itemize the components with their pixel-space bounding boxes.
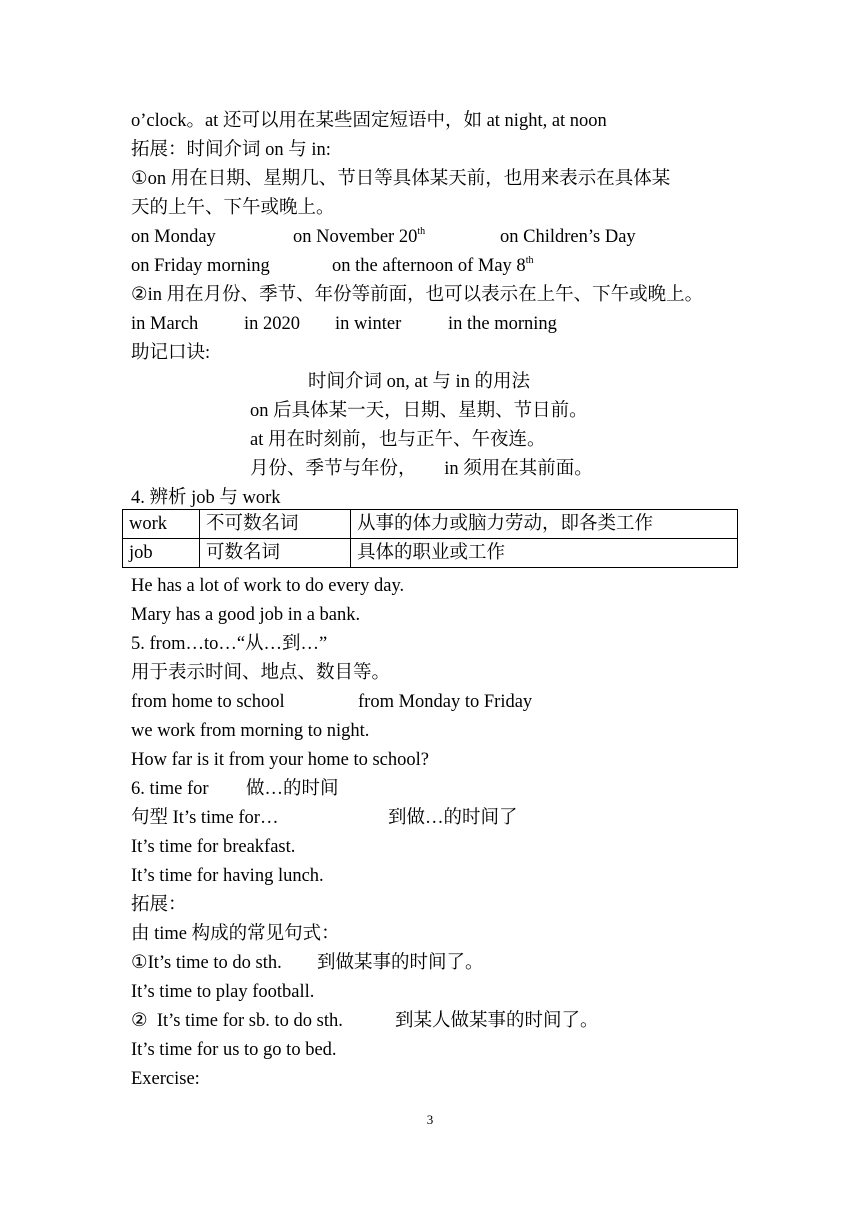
section-heading: 5. from…to…“从…到…”	[131, 634, 328, 654]
table-cell: job	[123, 539, 200, 568]
pattern-english: ② It’s time for sb. to do sth.	[131, 1011, 343, 1031]
section-heading: 4. 辨析 job 与 work	[131, 488, 281, 508]
example-row	[131, 312, 771, 336]
pattern-chinese: 到做…的时间了	[388, 808, 518, 828]
example-text: on November 20	[293, 227, 418, 247]
text-line: It’s time for having lunch.	[131, 866, 324, 886]
job-work-table	[122, 509, 738, 568]
table-cell: work	[123, 510, 200, 539]
mnemonic-line: on 后具体某一天，日期、星期、节日前。	[250, 401, 588, 421]
example-phrase: from Monday to Friday	[358, 692, 533, 712]
table-cell: 从事的体力或脑力劳动，即各类工作	[351, 510, 738, 539]
text-line: 助记口诀:	[131, 343, 211, 363]
text-line: Mary has a good job in a bank.	[131, 605, 361, 625]
example-phrase: in 2020	[244, 314, 301, 334]
text-line: o’clock。at 还可以用在某些固定短语中，如 at night, at noon	[131, 111, 607, 131]
table-cell: 具体的职业或工作	[351, 539, 738, 568]
example-phrase: in the morning	[448, 314, 557, 334]
text-line: It’s time for breakfast.	[131, 837, 296, 857]
pattern-chinese: 到做某事的时间了。	[317, 953, 484, 973]
pattern-english: ①It’s time to do sth.	[131, 953, 282, 973]
example-phrase: from home to school	[131, 692, 285, 712]
text-line: ①on 用在日期、星期几、节日等具体某天前，也用来表示在具体某	[131, 169, 671, 189]
table-row	[123, 539, 738, 568]
table-cell: 不可数名词	[200, 510, 351, 539]
text-line: 拓展：	[131, 895, 187, 915]
text-line: 用于表示时间、地点、数目等。	[131, 663, 391, 683]
example-phrase: in winter	[335, 314, 402, 334]
example-phrase: on Children’s Day	[500, 227, 636, 247]
example-text: on the afternoon of May 8	[332, 256, 526, 276]
text-line: 拓展：时间介词 on 与 in:	[131, 140, 331, 160]
table-cell: 可数名词	[200, 539, 351, 568]
superscript: th	[525, 255, 534, 266]
text-line: ②in 用在月份、季节、年份等前面，也可以表示在上午、下午或晚上。	[131, 285, 704, 305]
heading-part: 做…的时间	[246, 779, 339, 799]
text-line: we work from morning to night.	[131, 721, 370, 741]
text-line: It’s time for us to go to bed.	[131, 1040, 337, 1060]
example-phrase: on Friday morning	[131, 256, 270, 276]
example-phrase: on Monday	[131, 227, 216, 247]
mnemonic-line: at 用在时刻前，也与正午、午夜连。	[250, 430, 546, 450]
sentence-pattern	[131, 1009, 771, 1033]
text-line: How far is it from your home to school?	[131, 750, 429, 770]
sentence-pattern	[131, 951, 771, 975]
example-row	[131, 690, 771, 714]
table-row	[123, 510, 738, 539]
example-phrase	[332, 254, 533, 278]
text-line: It’s time to play football.	[131, 982, 315, 1002]
mnemonic-title: 时间介词 on, at 与 in 的用法	[308, 372, 530, 392]
pattern-english: 句型 It’s time for…	[131, 808, 279, 828]
mnemonic-line: 月份、季节与年份， in 须用在其前面。	[250, 459, 593, 479]
text-line: Exercise:	[131, 1069, 200, 1089]
example-row	[131, 254, 771, 278]
superscript: th	[417, 226, 426, 237]
example-row	[131, 225, 771, 249]
text-line: 天的上午、下午或晚上。	[131, 198, 335, 218]
page-number: 3	[426, 1112, 434, 1127]
pattern-chinese: 到某人做某事的时间了。	[395, 1011, 599, 1031]
example-phrase	[293, 225, 425, 249]
example-phrase: in March	[131, 314, 199, 334]
section-heading	[131, 777, 771, 801]
sentence-pattern	[131, 806, 771, 830]
heading-part: 6. time for	[131, 779, 209, 799]
text-line: He has a lot of work to do every day.	[131, 576, 405, 596]
text-line: 由 time 构成的常见句式：	[131, 924, 340, 944]
